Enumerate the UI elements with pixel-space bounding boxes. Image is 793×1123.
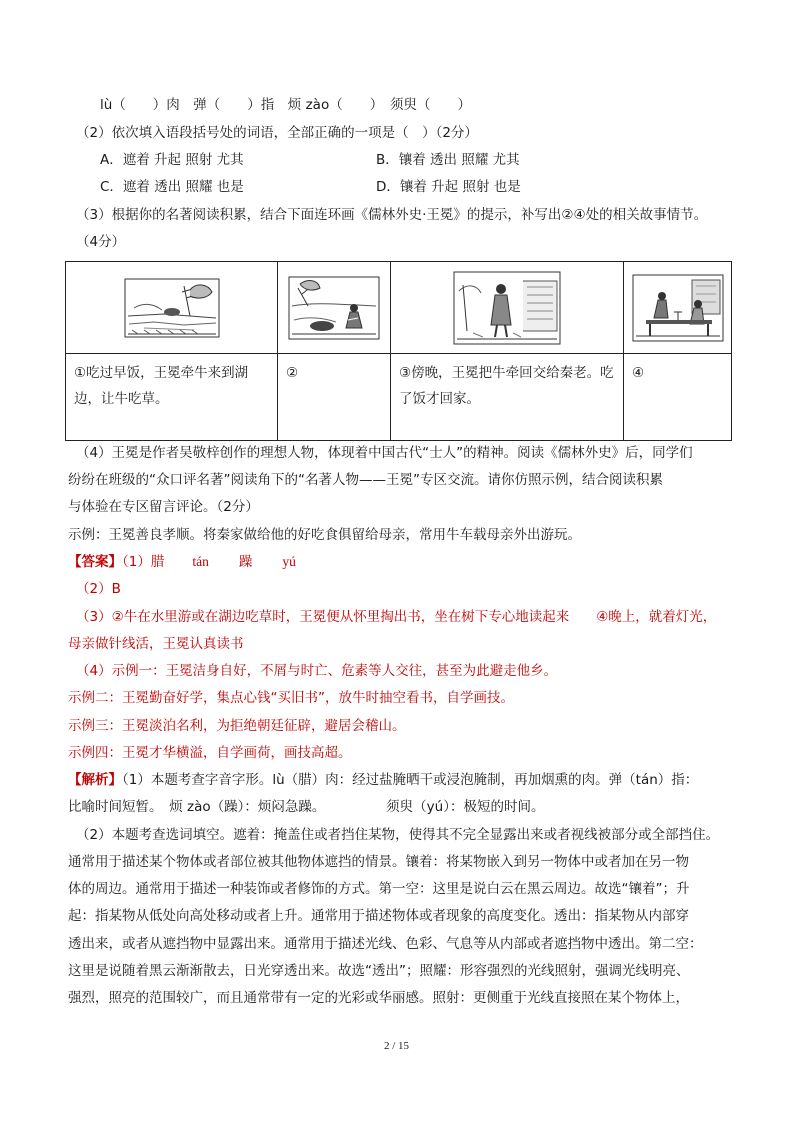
page-number: 2 / 15 [383,1040,410,1052]
option-b: B．镶着 透出 照耀 尤其 [376,152,520,168]
question-3-stem: （3）根据你的名著阅读积累，结合下面连环画《儒林外史·王冕》的提示，补写出②④处的相关故事情节。 [76,207,708,223]
answer-4-example-3: 示例三：王冕淡泊名利，为拒绝朝廷征辟，避居会稽山。 [68,718,406,734]
answer-2: （2）B [76,581,121,597]
analysis-label: 【解析】 [68,772,122,788]
answer-4-example-4: 示例四：王冕才华横溢，自学画荷，画技高超。 [68,745,352,761]
analysis-line-2: 比喻时间短暂。 烦 zào（躁）：烦闷急躁。 须臾（yú）：极短的时间。 [68,799,545,815]
option-a: A．遮着 升起 照射 尤其 [100,152,244,168]
question-4-line-2: 纷纷在班级的“众口评名著”阅读角下的“名著人物——王冕”专区交流。请你仿照示例，结合阅读积累 [68,472,663,488]
answer-4-example-1: （4）示例一：王冕洁身自好，不屑与时亡、危素等人交往，甚至为此避走他乡。 [76,663,558,679]
analysis-line-9: 强烈，照亮的范围较广，而且通常带有一定的光彩或华丽感。照射：更侧重于光线直接照在某个物体上， [68,990,689,1006]
question-4-line-3: 与体验在专区留言评论。（2分） [68,499,259,515]
question-4-example: 示例：王冕善良孝顺。将秦家做给他的好吃食俱留给母亲，常用牛车载母亲外出游玩。 [68,527,581,543]
lamplight-reading-picture [632,274,724,342]
analysis-first-line [68,771,698,789]
answer-label: 【答案】 [68,554,122,570]
answer-1-part-1: （1）腊 [122,554,165,570]
lakeside-landscape-picture [124,278,220,338]
option-c: C．遮着 透出 照耀 也是 [100,179,244,195]
question-4-line-1: （4）王冕是作者吴敬梓创作的理想人物，体现着中国古代“士人”的精神。阅读《儒林外史》后，同学们 [76,445,693,461]
answer-3-line-2: 母亲做针线活，王冕认真读书 [68,636,244,652]
comic-cell-2-image [278,262,391,354]
comic-cell-4-image [624,262,732,354]
analysis-line-3: （2）本题考查选词填空。遮着：掩盖住或者挡住某物，使得其不完全显露出来或者视线被部分或全部挡住。 [76,827,720,843]
comic-cell-1-text: ①吃过早饭，王冕牵牛来到湖边，让牛吃草。 [66,354,278,441]
question-1-blanks: lù（ ）肉 弹（ ）指 烦 zào（ ） 须臾（ ） [100,97,471,113]
analysis-line-6: 起：指某物从低处向高处移动或者上升。通常用于描述物体或者现象的高度变化。透出：指某物从内部穿 [68,908,689,924]
analysis-line-5: 体的周边。通常用于描述一种装饰或者修饰的方式。第一空：这里是说白云在黑云周边。故选“镶着”；升 [68,881,690,897]
comic-cell-1-image [66,262,278,354]
question-2-stem: （2）依次填入语段括号处的词语，全部正确的一项是（ ）（2分） [76,125,478,141]
comic-cell-3-text: ③傍晚，王冕把牛牵回交给秦老。吃了饭才回家。 [391,354,624,441]
comic-strip-table [65,261,732,441]
comic-cell-3-image [391,262,624,354]
option-d: D．镶着 升起 照射 也是 [376,179,521,195]
answer-1-part-4: yú [282,554,296,569]
question-3-score: （4分） [76,234,126,250]
analysis-line-8: 这里是说随着黑云渐渐散去，日光穿透出来。故选“透出”；照耀：形容强烈的光线照射，强调光线明亮、 [68,963,690,979]
answer-4-example-2: 示例二：王冕勤奋好学，集点心钱“买旧书”，放牛时抽空看书，自学画技。 [68,690,514,706]
answer-1-part-2: tán [192,554,209,569]
answer-3-line-1: （3）②牛在水里游或在湖边吃草时，王冕便从怀里掏出书，坐在树下专心地读起来 ④晚上，就着灯光， [76,609,717,625]
answer-1-part-3: 躁 [238,554,253,570]
comic-cell-2-text: ② [278,354,391,441]
analysis-line-7: 透出来，或者从遮挡物中显露出来。通常用于描述光线、色彩、气息等从内部或者遮挡物中透出。第二空： [68,936,703,952]
analysis-text-1: （1）本题考查字音字形。lù（腊）肉：经过盐腌晒干或浸泡腌制，再加烟熏的肉。弹（tán）指： [122,772,699,788]
comic-cell-4-text: ④ [624,354,732,441]
answer-1-line [68,553,296,571]
reading-under-tree-picture [288,276,380,340]
analysis-line-4: 通常用于描述某个物体或者部位被其他物体遮挡的情景。镶着：将某物嵌入到另一物体中或者加在另一物 [68,854,689,870]
walking-home-picture [453,271,561,345]
